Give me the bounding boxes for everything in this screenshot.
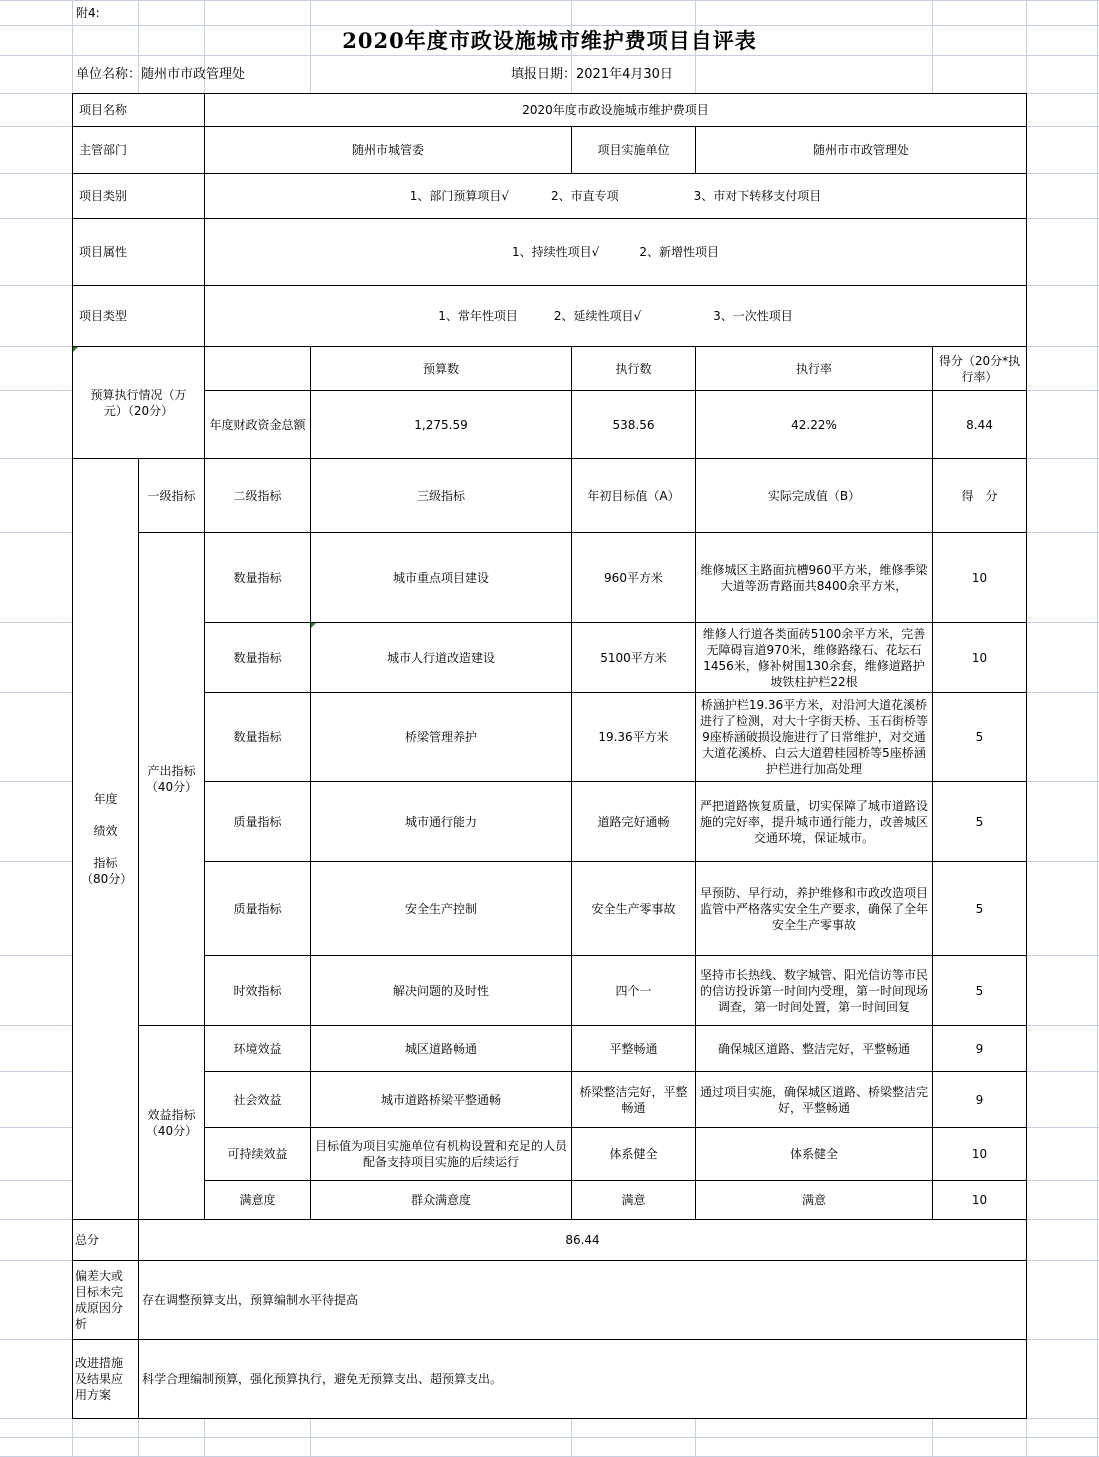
indicator-actual: 确保城区道路、整洁完好，平整畅通: [695, 1025, 933, 1072]
header-score: 得 分: [932, 458, 1027, 533]
attachment-label: 附4:: [76, 6, 100, 20]
report-date: 填报日期：2021年4月30日: [511, 66, 673, 82]
indicator-target: 四个一: [571, 955, 696, 1026]
indicator-score: 10: [932, 1127, 1027, 1181]
budget-score-value: 8.44: [932, 390, 1027, 459]
indicator-target: 桥梁整洁完好，平整畅通: [571, 1071, 696, 1128]
indicator-level2: 可持续效益: [204, 1127, 311, 1181]
indicator-level2: 数量指标: [204, 692, 311, 782]
budget-col-rate: 执行率: [695, 346, 933, 391]
indicator-level2: 环境效益: [204, 1025, 311, 1072]
indicator-target: 5100平方米: [571, 622, 696, 693]
indicator-level3: 桥梁管理养护: [310, 692, 572, 782]
deviation-analysis-value: 存在调整预算支出，预算编制水平待提高: [138, 1260, 1027, 1340]
execution-rate-value: 42.22%: [695, 390, 933, 459]
indicator-score: 9: [932, 1071, 1027, 1128]
category-option-2: 2、市直专项: [551, 189, 619, 203]
indicator-level2: 质量指标: [204, 781, 311, 862]
indicator-actual: 维修城区主路面抗槽960平方米，维修季梁大道等沥青路面共8400余平方米，: [695, 532, 933, 623]
indicator-level3: 目标值为项目实施单位有机构设置和充足的人员配备支持项目实施的后续运行: [310, 1127, 572, 1181]
indicator-level3: 安全生产控制: [310, 861, 572, 956]
budget-blank-header: [204, 346, 311, 391]
indicator-level3: 群众满意度: [310, 1180, 572, 1220]
indicator-score: 5: [932, 781, 1027, 862]
indicator-level2: 数量指标: [204, 622, 311, 693]
header-actual: 实际完成值（B）: [695, 458, 933, 533]
budget-section-label: 预算执行情况（万元）（20分）: [72, 346, 205, 459]
category-option-1: 1、部门预算项目√: [409, 189, 509, 203]
indicator-actual: 坚持市长热线、数字城管、阳光信访等市民的信访投诉第一时间内受理，第一时间现场调查，第一时间处置，第一时间回复: [695, 955, 933, 1026]
indicator-score: 10: [932, 1180, 1027, 1220]
indicator-level3: 城区道路畅通: [310, 1025, 572, 1072]
header-level3: 三级指标: [310, 458, 572, 533]
page-title: 2020年度市政设施城市维护费项目自评表: [342, 27, 757, 53]
attribute-label: 项目属性: [72, 218, 205, 286]
type-option-1: 1、常年性项目: [438, 309, 518, 323]
indicator-score: 10: [932, 622, 1027, 693]
indicator-target: 体系健全: [571, 1127, 696, 1181]
budget-col-score: 得分（20分*执行率）: [932, 346, 1027, 391]
attribute-option-1: 1、持续性项目√: [512, 245, 600, 259]
project-name-value: 2020年度市政设施城市维护费项目: [204, 93, 1027, 127]
indicator-level3: 城市重点项目建设: [310, 532, 572, 623]
performance-label-line1: 年度: [93, 792, 118, 806]
budget-col-budget: 预算数: [310, 346, 572, 391]
comment-marker-icon: [73, 347, 78, 352]
indicator-actual: 早预防、早行动，养护维修和市政改造项目监管中严格落实安全生产要求，确保了全年安全生产零事故: [695, 861, 933, 956]
indicator-actual: 体系健全: [695, 1127, 933, 1181]
type-option-2: 2、延续性项目√: [553, 309, 642, 323]
indicator-level2: 满意度: [204, 1180, 311, 1220]
performance-label-line2: 绩效: [93, 824, 118, 838]
indicator-target: 安全生产零事故: [571, 861, 696, 956]
impl-unit-value: 随州市市政管理处: [695, 126, 1027, 174]
comment-marker-icon: [311, 623, 316, 628]
indicator-actual: 桥涵护栏19.36平方米，对沿河大道花溪桥进行了检测，对大十字街天桥、玉石街桥等9座桥涵破损设施进行了日常维护，对交通大道花溪桥、白云大道碧桂园桥等5座桥涵护栏进行加高处理: [695, 692, 933, 782]
indicator-level3: 解决问题的及时性: [310, 955, 572, 1026]
category-option-3: 3、市对下转移支付项目: [693, 189, 822, 203]
performance-label-line3: 指标（80分）: [81, 856, 133, 886]
indicator-target: 960平方米: [571, 532, 696, 623]
executed-value: 538.56: [571, 390, 696, 459]
indicator-actual: 满意: [695, 1180, 933, 1220]
improvement-plan-label: 改进措施及结果应用方案: [72, 1339, 139, 1419]
category-options: [204, 173, 1027, 219]
attribute-option-2: 2、新增性项目: [639, 245, 719, 259]
indicator-score: 10: [932, 532, 1027, 623]
indicator-actual: 严把道路恢复质量，切实保障了城市道路设施的完好率，提升城市通行能力，改善城区交通环境，保证城市。: [695, 781, 933, 862]
indicator-target: 平整畅通: [571, 1025, 696, 1072]
category-label: 项目类别: [72, 173, 205, 219]
indicator-level2: 社会效益: [204, 1071, 311, 1128]
output-indicator-group: 产出指标（40分）: [138, 532, 205, 1026]
indicator-level3: 城市人行道改造建设: [310, 622, 572, 693]
deviation-analysis-label: 偏差大或目标未完成原因分析: [72, 1260, 139, 1340]
total-score-label: 总分: [72, 1219, 139, 1261]
performance-section-label: [72, 458, 139, 1220]
header-level2: 二级指标: [204, 458, 311, 533]
total-score-value: 86.44: [138, 1219, 1027, 1261]
dept-label: 主管部门: [72, 126, 205, 174]
indicator-actual: 维修人行道各类面砖5100余平方米，完善无障碍盲道970米，维修路缘石、花坛石1456米，修补树围130余套，维修道路护坡铁柱护栏22根: [695, 622, 933, 693]
header-target: 年初目标值（A）: [571, 458, 696, 533]
budget-col-executed: 执行数: [571, 346, 696, 391]
improvement-plan-value: 科学合理编制预算，强化预算执行，避免无预算支出、超预算支出。: [138, 1339, 1027, 1419]
type-options: [204, 285, 1027, 347]
indicator-target: 满意: [571, 1180, 696, 1220]
indicator-score: 5: [932, 955, 1027, 1026]
indicator-actual: 通过项目实施，确保城区道路、桥梁整洁完好，平整畅通: [695, 1071, 933, 1128]
attribute-options: [204, 218, 1027, 286]
unit-name: 单位名称：随州市市政管理处: [76, 66, 246, 82]
budget-row-label: 年度财政资金总额: [204, 390, 311, 459]
type-option-3: 3、一次性项目: [713, 309, 793, 323]
indicator-score: 5: [932, 861, 1027, 956]
indicator-score: 9: [932, 1025, 1027, 1072]
indicator-score: 5: [932, 692, 1027, 782]
indicator-level2: 质量指标: [204, 861, 311, 956]
indicator-level2: 时效指标: [204, 955, 311, 1026]
indicator-level2: 数量指标: [204, 532, 311, 623]
dept-value: 随州市城管委: [204, 126, 572, 174]
indicator-level3: 城市通行能力: [310, 781, 572, 862]
project-name-label: 项目名称: [72, 93, 205, 127]
indicator-target: 19.36平方米: [571, 692, 696, 782]
benefit-indicator-group: 效益指标（40分）: [138, 1025, 205, 1220]
indicator-target: 道路完好通畅: [571, 781, 696, 862]
impl-unit-label: 项目实施单位: [571, 126, 696, 174]
budget-value: 1,275.59: [310, 390, 572, 459]
header-level1: 一级指标: [138, 458, 205, 533]
type-label: 项目类型: [72, 285, 205, 347]
indicator-level3: 城市道路桥梁平整通畅: [310, 1071, 572, 1128]
